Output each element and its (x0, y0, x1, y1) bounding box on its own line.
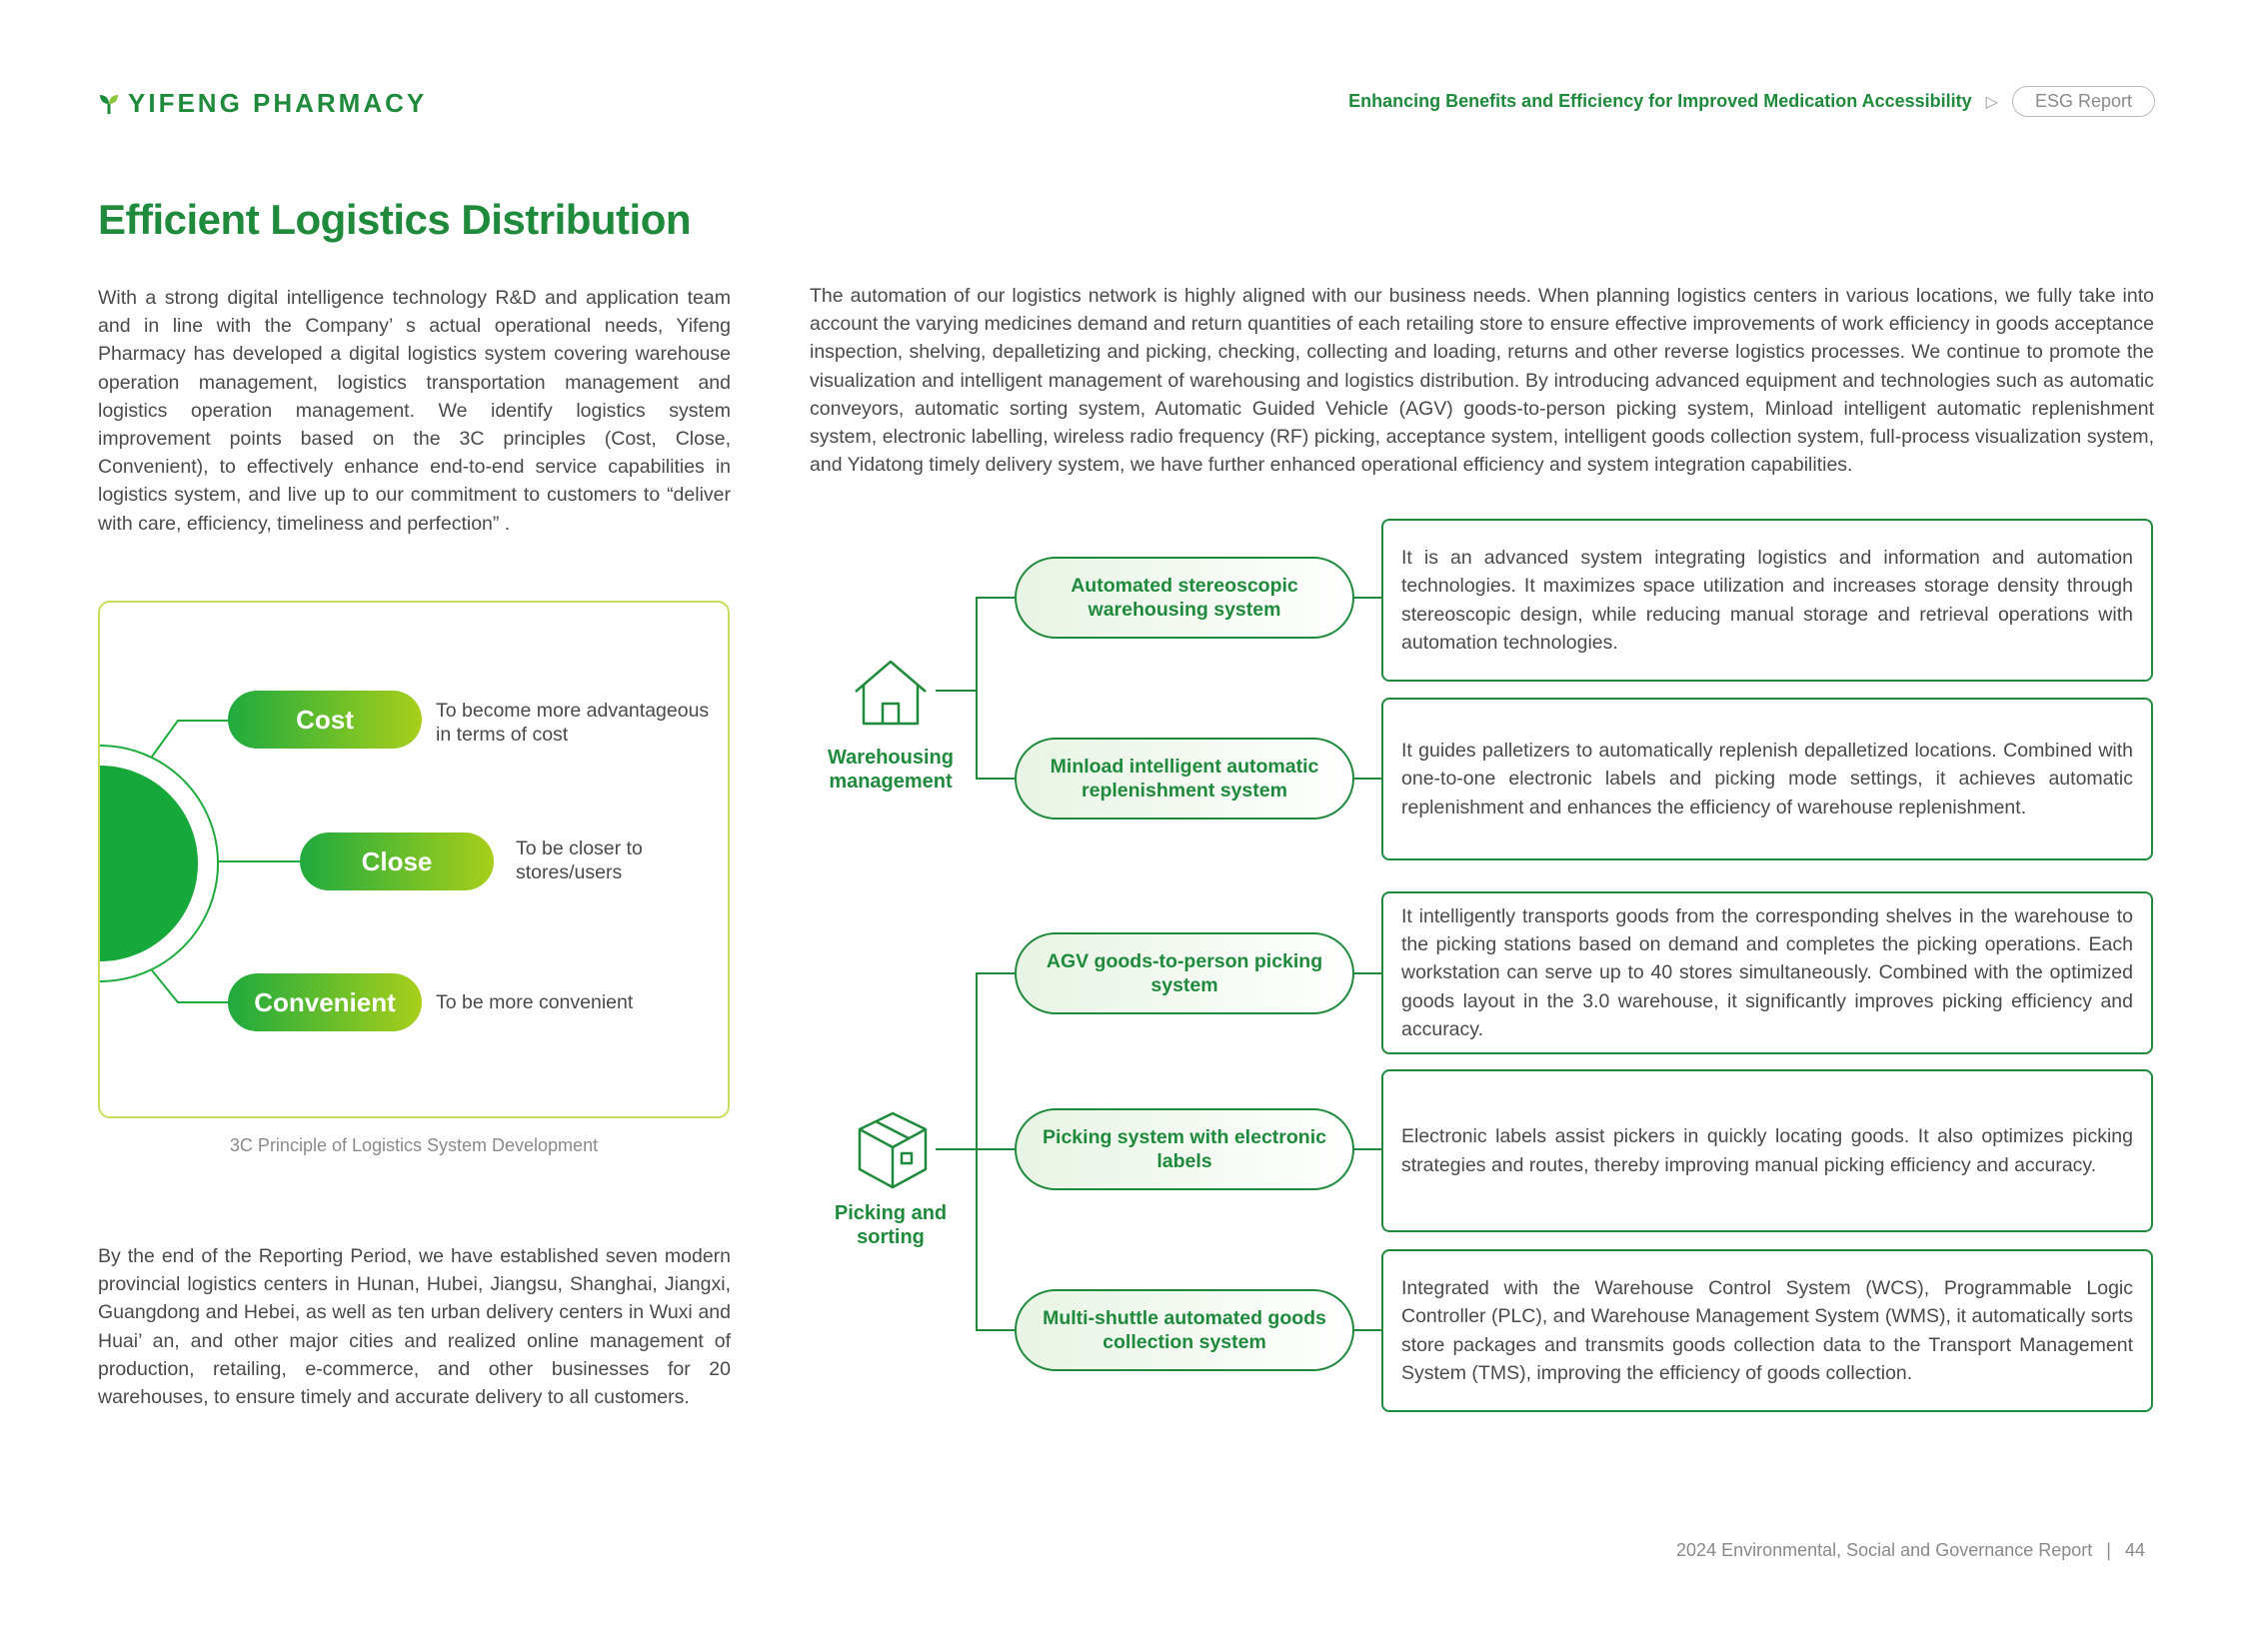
category-warehousing-label: Warehousing management (828, 747, 954, 793)
page-footer (1676, 1540, 2145, 1561)
page-title: Efficient Logistics Distribution (98, 196, 692, 243)
intro-paragraph: With a strong digital intelligence technology R&D and application team and in line with the Company’ s actual operational needs, Yifeng Pharmacy has developed a digital logistics system covering warehouse operation management, logistics transportation management and logistics operation management. We identify logistics system improvement points based on the 3C principles (Cost, Close, Convenient), to effectively enhance end-to-end service capabilities in logistics system, and live up to our commitment to customers to “deliver with care, efficiency, timeliness and perfection” . (98, 287, 731, 535)
node-agv-picking: AGV goods-to-person picking system (1015, 932, 1354, 1014)
desc-electronic-label-picking (1381, 1069, 2153, 1232)
desc-text: It intelligently transports goods from the corresponding shelves in the warehouse to the picking stations based on demand and completes the picking operations. Each workstation can serve up to 40 stores simultaneously. Combined with the optimized goods layout in the 3.0 warehouse, it significantly improves picking efficiency and accuracy. (1401, 904, 2133, 1040)
desc-stereoscopic-warehousing (1381, 519, 2153, 682)
cost-description: To become more advantageous in terms of cost (436, 700, 710, 746)
closing-paragraph: By the end of the Reporting Period, we have established seven modern provincial logistics centers in Hunan, Hubei, Jiangsu, Shanghai, Jiangxi, Guangdong and Hebei, as well as ten urban delivery centers in Wuxi and Huai’ an, and other major cities and realized online management of production, retailing, e-commerce, and other businesses for 20 warehouses, to ensure timely and accurate delivery to all customers. (98, 1245, 731, 1409)
diagram-caption: 3C Principle of Logistics System Development (229, 1135, 599, 1155)
triangle-right-icon: ▷ (1985, 93, 1998, 111)
node-stereoscopic-warehousing: Automated stereoscopic warehousing system (1015, 557, 1354, 639)
node-electronic-label-picking: Picking system with electronic labels (1015, 1108, 1354, 1190)
node-multi-shuttle-collection: Multi-shuttle automated goods collection system (1015, 1289, 1354, 1371)
desc-text: It guides palletizers to automatically replenish depalletized locations. Combined with one-to-one electronic labels and picking mode settings, it achieves automatic replenishment and enhances the efficiency of warehouse replenishment. (1401, 740, 2133, 819)
cost-pill: Cost (228, 691, 422, 749)
close-pill: Close (300, 832, 494, 890)
report-tag[interactable]: ESG Report (2012, 86, 2155, 117)
desc-minload-replenishment (1381, 698, 2153, 860)
logo-text: YIFENG PHARMACY (128, 88, 428, 118)
desc-multi-shuttle-collection (1381, 1249, 2153, 1412)
footer-report-name: 2024 Environmental, Social and Governance Report (1676, 1540, 2093, 1560)
close-description: To be closer to stores/users (516, 837, 643, 883)
automation-paragraph: The automation of our logistics network is highly aligned with our business needs. When planning logistics centers in various locations, we fully take into account the varying medicines demand and return quantities of each retailing store to ensure effective improvements of work efficiency in goods acceptance inspection, shelving, depalletizing and picking, checking, collecting and loading, returns and other reverse logistics processes. We continue to promote the visualization and intelligent management of warehousing and logistics distribution. By introducing advanced equipment and technologies such as automatic conveyors, automatic sorting system, Automatic Guided Vehicle (AGV) goods-to-person picking system, Minload intelligent automatic replenishment system, electronic labelling, wireless radio frequency (RF) picking, acceptance system, intelligent goods collection system, full-process visualization system, and Yidatong timely delivery system, we have further enhanced operational efficiency and system integration capabilities. (810, 285, 2154, 477)
footer-separator: | (2106, 1540, 2111, 1560)
convenient-pill: Convenient (228, 973, 422, 1031)
desc-text: Electronic labels assist pickers in quickly locating goods. It also optimizes picking strategies and routes, thereby improving manual picking efficiency and accuracy. (1401, 1125, 2133, 1176)
node-minload-replenishment: Minload intelligent automatic replenishment system (1015, 738, 1354, 820)
desc-text: Integrated with the Warehouse Control System (WCS), Programmable Logic Controller (PLC), and Warehouse Management System (WMS), it automatically sorts store packages and transmits goods collection data to the Transport Management System (TMS), improving the efficiency of goods collection. (1401, 1277, 2133, 1384)
house-icon (852, 658, 930, 728)
desc-text: It is an advanced system integrating logistics and information and automation technologies. It maximizes space utilization and increases storage density through stereoscopic design, while reducing manual storage and retrieval operations with automation technologies. (1401, 547, 2133, 654)
page-number: 44 (2124, 1540, 2145, 1560)
convenient-description: To be more convenient (436, 991, 634, 1013)
desc-agv-picking (1381, 891, 2153, 1054)
category-picking-label: Picking and sorting (834, 1202, 948, 1248)
section-title[interactable]: Enhancing Benefits and Efficiency for Improved Medication Accessibility (1348, 91, 1972, 111)
box-icon (856, 1109, 930, 1191)
